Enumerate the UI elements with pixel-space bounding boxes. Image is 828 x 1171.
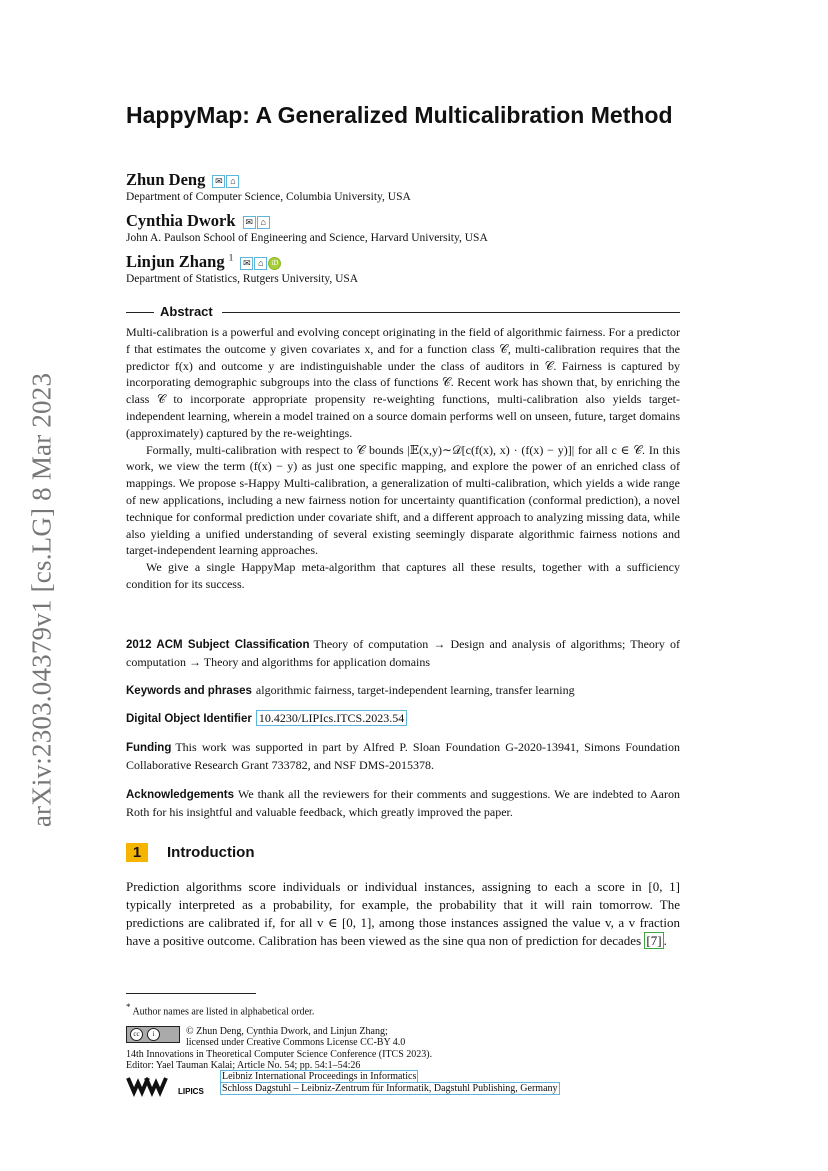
footnote-rule: [126, 993, 256, 994]
author-name: Zhun Deng: [126, 170, 206, 189]
keywords-label: Keywords and phrases: [126, 685, 252, 697]
homepage-icon[interactable]: ⌂: [257, 216, 270, 229]
abstract-rule-left: [126, 312, 154, 313]
license-line: licensed under Creative Commons License CC-BY 4.0: [186, 1037, 406, 1048]
footnote-text: Author names are listed in alphabetical order.: [132, 1006, 315, 1018]
author-links: [240, 257, 281, 270]
author-3: [126, 252, 281, 272]
intro-text-end: .: [663, 933, 667, 948]
lipics-logo: [126, 1075, 214, 1097]
email-icon[interactable]: ✉: [212, 175, 225, 188]
email-icon[interactable]: ✉: [243, 216, 256, 229]
affiliation-2: John A. Paulson School of Engineering and Science, Harvard University, USA: [126, 232, 488, 244]
footnote: [126, 1002, 314, 1017]
abstract-paragraph: We give a single HappyMap meta-algorithm that captures all these results, together with a sufficiency condition for its success.: [126, 560, 680, 591]
cc-by-license-icon[interactable]: [126, 1026, 180, 1043]
abstract-paragraph: Multi-calibration is a powerful and evolving concept originating in the field of algorithmic fairness. For a predictor f that estimates the outcome y given covariates x, and for a function class 𝒞, multi-calibration requires that the predictor f(x) and outcome y are indistinguishable under the class of auditors in 𝒞. Fairness is captured by incorporating demographic subgroups into the class of functions 𝒞. Recent work has shown that, by enriching the class 𝒞 to incorporate appropriate propensity re-weighting functions, multi-calibration also yields target-independent learning, wherein a model trained on a source domain performs well on unseen, future, target domains (approximately) captured by the re-weightings.: [126, 325, 680, 440]
ack-text: We thank all the reviewers for their comments and suggestions. We are indebted to Aaron Roth for his insightful and valuable feedback, which greatly improved the paper.: [126, 787, 680, 819]
author-2: [126, 211, 270, 231]
author-links: [243, 216, 270, 229]
homepage-icon[interactable]: ⌂: [254, 257, 267, 270]
intro-paragraph: [126, 878, 680, 950]
author-name: Linjun Zhang: [126, 252, 225, 271]
cc-icon: cc: [130, 1028, 143, 1041]
citation-number: 7: [650, 933, 658, 948]
citation-link[interactable]: [7]: [646, 933, 662, 948]
keywords: [126, 682, 680, 700]
conference-line: 14th Innovations in Theoretical Computer Science Conference (ITCS 2023).: [126, 1049, 433, 1060]
orcid-icon[interactable]: iD: [268, 257, 281, 270]
acm-label: 2012 ACM Subject Classification: [126, 639, 310, 651]
acm-text: Theory of computation → Design and analysis of algorithms; Theory of computation → Theory and algorithms for application domains: [126, 637, 680, 669]
abstract-paragraph: Formally, multi-calibration with respect to 𝒞 bounds |𝔼(x,y)∼𝒟[c(f(x), x) · (f(x) − y)]| for all c ∈ 𝒞. In this work, we view the term (f(x) − y) as just one specific mapping, and explore the power of an enriched class of mappings. We propose s-Happy Multi-calibration, a generalization of multi-calibration, which yields a wide range of new applications, including a new fairness notion for uncertainty quantification (conformal prediction), a novel technique for conformal prediction under covariate shift, and a different approach to analyzing missing data, while also yielding a unified understanding of several existing seemingly disparate algorithmic fairness notions and target-independent learning approaches.: [126, 442, 680, 558]
paper-title: HappyMap: A Generalized Multicalibration Method: [126, 102, 673, 128]
funding-label: Funding: [126, 742, 172, 754]
doi: [126, 710, 680, 728]
arxiv-sidebar-stamp: [22, 360, 62, 840]
license-line: © Zhun Deng, Cynthia Dwork, and Linjun Zhang;: [186, 1026, 388, 1037]
by-icon: i: [147, 1028, 160, 1041]
affiliation-3: Department of Statistics, Rutgers University, USA: [126, 273, 359, 285]
acknowledgements: [126, 786, 680, 821]
abstract-body: [126, 324, 680, 593]
homepage-icon[interactable]: ⌂: [226, 175, 239, 188]
editor-line: Editor: Yael Tauman Kalai; Article No. 54; pp. 54:1–54:26: [126, 1060, 361, 1071]
doi-link[interactable]: 10.4230/LIPIcs.ITCS.2023.54: [256, 710, 407, 726]
footnote-marker: *: [126, 1002, 131, 1012]
lipics-series: [220, 1071, 560, 1095]
author-1: [126, 170, 239, 190]
email-icon[interactable]: ✉: [240, 257, 253, 270]
intro-text: Prediction algorithms score individuals or individual instances, assigning to each a score in [0, 1] typically interpreted as a probability, for example, the probability that it will rain tomorrow. The predictions are calibrated if, for all v ∈ [0, 1], among those instances assigned the value v, a v fraction have a positive outcome. Calibration has been viewed as the sine qua non of prediction for decades: [126, 879, 680, 948]
series-link[interactable]: Leibniz International Proceedings in Informatics: [222, 1071, 417, 1082]
funding: [126, 739, 680, 774]
section-title: Introduction: [167, 844, 255, 861]
section-number: 1: [126, 843, 148, 862]
author-footnote-marker: 1: [228, 252, 234, 263]
keywords-text: algorithmic fairness, target-independent learning, transfer learning: [255, 683, 575, 697]
lipics-logo-text: LIPICS: [178, 1087, 204, 1096]
abstract-rule-right: [222, 312, 680, 313]
author-links: [212, 175, 239, 188]
publisher-link[interactable]: Schloss Dagstuhl – Leibniz-Zentrum für Informatik, Dagstuhl Publishing, Germany: [222, 1083, 558, 1094]
author-name: Cynthia Dwork: [126, 211, 236, 230]
arxiv-id: arXiv:2303.04379v1 [cs.LG] 8 Mar 2023: [26, 372, 57, 828]
doi-label: Digital Object Identifier: [126, 713, 252, 725]
funding-text: This work was supported in part by Alfred P. Sloan Foundation G-2020-13941, Simons Foundation Collaborative Research Grant 733782, and NSF DMS-2015378.: [126, 740, 680, 772]
affiliation-1: Department of Computer Science, Columbia University, USA: [126, 191, 411, 203]
ack-label: Acknowledgements: [126, 789, 234, 801]
abstract-heading: Abstract: [160, 304, 213, 319]
acm-classification: [126, 636, 680, 671]
conference-info: [126, 1049, 432, 1071]
license-text: [186, 1026, 405, 1048]
